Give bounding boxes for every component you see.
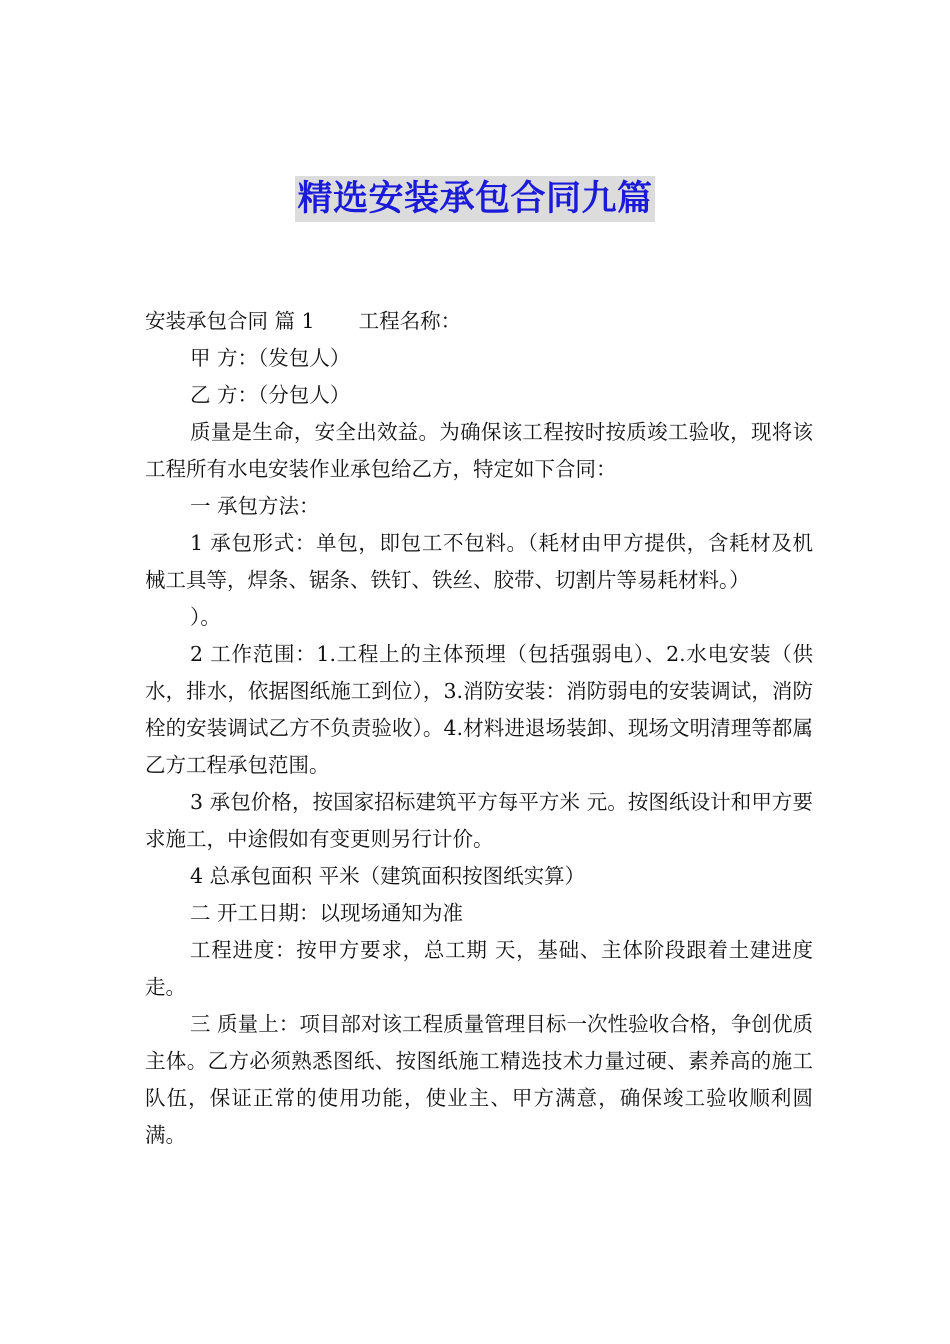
clause-total-area: 4 总承包面积 平米（建筑面积按图纸实算） (190, 864, 586, 888)
stray-closing-paren: ）。 (190, 605, 221, 629)
party-a-line: 甲 方：（发包人） (190, 346, 351, 370)
clause-contract-price: 3 承包价格，按国家招标建筑平方每平方米 元。按图纸设计和甲方要求施工，中途假如有变更则另行计价。 (145, 790, 813, 851)
contract-heading: 安装承包合同 篇 1 (145, 309, 315, 333)
document-body (145, 303, 813, 1154)
project-name-label: 工程名称： (358, 309, 462, 333)
document-title: 精选安装承包合同九篇 (295, 176, 654, 222)
party-b-line: 乙 方：（分包人） (190, 383, 351, 407)
section-heading-start-date: 二 开工日期：以现场通知为准 (190, 901, 464, 925)
intro-paragraph: 质量是生命，安全出效益。为确保该工程按时按质竣工验收，现将该工程所有水电安装作业承包给乙方，特定如下合同： (145, 420, 813, 481)
section-heading-method: 一 承包方法： (190, 494, 320, 518)
clause-contract-form: 1 承包形式：单包，即包工不包料。（耗材由甲方提供，含耗材及机械工具等，焊条、锯条、铁钉、铁丝、胶带、切割片等易耗材料。） (145, 531, 813, 592)
section-quality: 三 质量上：项目部对该工程质量管理目标一次性验收合格，争创优质主体。乙方必须熟悉图纸、按图纸施工精选技术力量过硬、素养高的施工队伍，保证正常的使用功能，使业主、甲方满意，确保竣工验收顺利圆满。 (145, 1012, 813, 1147)
clause-progress: 工程进度：按甲方要求，总工期 天，基础、主体阶段跟着土建进度走。 (145, 938, 813, 999)
title-container (0, 176, 950, 222)
clause-work-scope: 2 工作范围：1.工程上的主体预埋（包括强弱电）、2.水电安装（供水，排水，依据图纸施工到位），3.消防安装：消防弱电的安装调试，消防栓的安装调试乙方不负责验收）。4.材料进退场装卸、现场文明清理等都属乙方工程承包范围。 (145, 642, 813, 777)
first-line (145, 303, 813, 340)
